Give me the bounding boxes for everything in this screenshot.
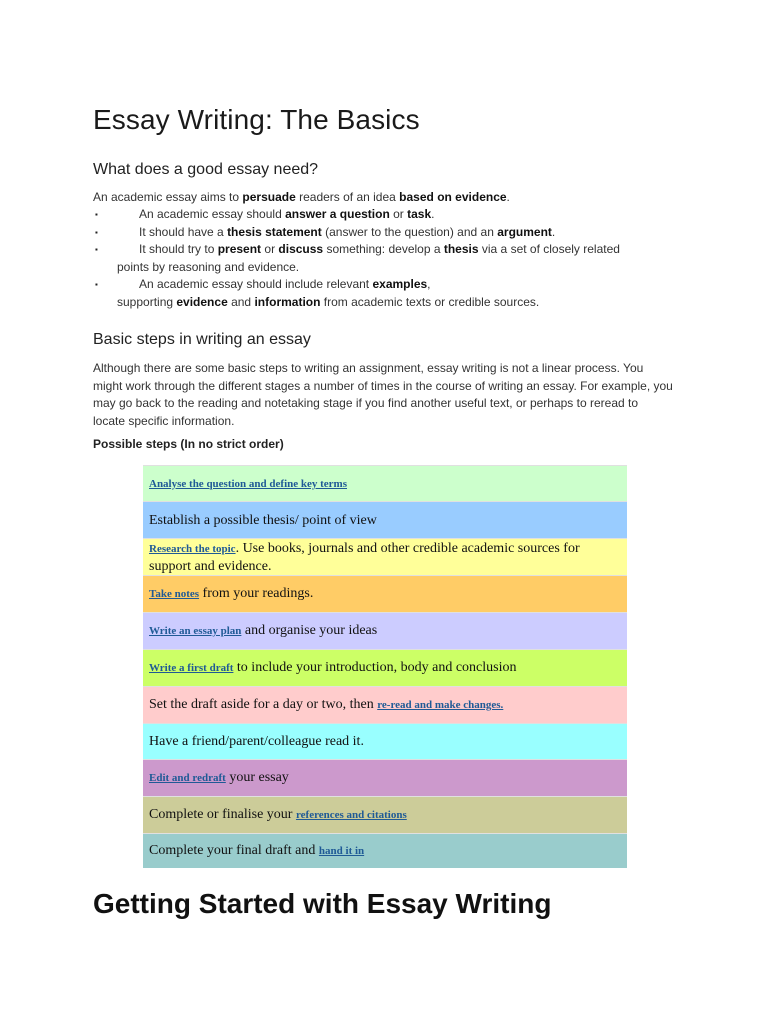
list-item-text: (answer to the question) and an xyxy=(321,224,498,239)
list-item-text: . xyxy=(431,207,435,221)
step-text: your essay xyxy=(225,770,289,785)
step-row xyxy=(143,465,627,501)
step-link[interactable]: references and citations xyxy=(295,809,407,821)
bullet-marker-icon: ▪ xyxy=(95,227,98,237)
list-item-text: from academic texts or credible sources. xyxy=(320,294,540,309)
list-item-bold-text: present xyxy=(217,242,262,256)
step-content xyxy=(149,475,347,493)
list-item-text: An academic essay should xyxy=(139,207,286,221)
list-item-bold-text: task xyxy=(407,207,432,221)
list-item xyxy=(93,206,673,224)
step-link[interactable]: Edit and redraft xyxy=(149,772,226,784)
list-item xyxy=(93,241,673,276)
section-heading-basic-steps: Basic steps in writing an essay xyxy=(93,331,311,348)
list-item-bold-text: evidence xyxy=(176,294,228,309)
step-link[interactable]: Analyse the question and define key terms xyxy=(149,477,348,490)
step-text: from your readings. xyxy=(199,586,314,601)
step-row xyxy=(143,612,627,649)
list-item-bold-text: thesis xyxy=(443,242,479,256)
intro-text: . xyxy=(506,190,510,204)
steps-paragraph: Although there are some basic steps to writing an assignment, essay writing is not a linear process. You might work through the different stages a number of times in the course of writing an essay. For example, you may go back to the reading and notetaking stage if you find another useful text, or perhaps to reread to locate specific information. xyxy=(93,361,673,428)
step-link[interactable]: Take notes xyxy=(149,588,200,600)
step-content xyxy=(149,769,289,787)
list-item-text: supporting xyxy=(117,294,177,309)
step-text: Set the draft aside for a day or two, then xyxy=(149,697,378,712)
list-item xyxy=(93,276,673,311)
intro-paragraph xyxy=(93,189,673,207)
step-row xyxy=(143,649,627,686)
bullet-marker-icon: ▪ xyxy=(95,210,98,219)
list-item-text: It should try to xyxy=(139,242,218,256)
page-title: Essay Writing: The Basics xyxy=(93,104,420,135)
step-content xyxy=(149,806,407,824)
step-row xyxy=(143,575,627,612)
list-item-text: It should have a xyxy=(139,224,228,239)
possible-steps-subheading: Possible steps (In no strict order) xyxy=(93,437,284,451)
step-text: Complete your final draft and xyxy=(149,843,319,858)
list-item-continuation xyxy=(117,259,673,277)
list-item-text: something: develop a xyxy=(323,242,444,256)
step-content xyxy=(149,622,377,640)
step-text: and organise your ideas xyxy=(241,623,378,638)
step-row xyxy=(143,833,627,868)
step-content xyxy=(149,585,313,603)
step-row xyxy=(143,723,627,759)
list-item-text: An academic essay should include relevant xyxy=(139,277,373,291)
list-item-text: . xyxy=(551,224,556,239)
step-content xyxy=(149,512,377,529)
step-content xyxy=(149,842,364,860)
step-row xyxy=(143,759,627,796)
intro-text: An academic essay aims to xyxy=(93,190,243,204)
section-heading-getting-started: Getting Started with Essay Writing xyxy=(93,888,552,919)
step-link[interactable]: hand it in xyxy=(318,845,365,857)
step-row xyxy=(143,538,627,575)
step-content xyxy=(149,538,621,577)
list-item-text: points by reasoning and evidence. xyxy=(117,259,300,274)
bullet-marker-icon: ▪ xyxy=(95,280,98,289)
step-link[interactable]: Research the topic xyxy=(149,542,236,555)
step-content xyxy=(149,733,364,750)
intro-bold-text: persuade xyxy=(242,190,296,204)
step-link[interactable]: re-read and make changes. xyxy=(377,699,504,711)
list-item-text: and xyxy=(227,294,255,309)
list-item-continuation xyxy=(117,294,673,312)
section-heading-good-essay: What does a good essay need? xyxy=(93,161,319,178)
step-link[interactable]: Write a first draft xyxy=(149,662,234,674)
list-item-text: or xyxy=(261,242,279,256)
bullet-marker-icon: ▪ xyxy=(95,245,98,254)
list-item-text: via a set of closely related xyxy=(478,242,620,256)
list-item-bold-text: information xyxy=(254,294,321,309)
step-text: to include your introduction, body and conclusion xyxy=(233,660,517,675)
step-link[interactable]: Write an essay plan xyxy=(149,625,242,637)
step-text: . Use books, journals and other credible academic sources for support and evidence. xyxy=(149,540,580,574)
list-item-bold-text: examples xyxy=(372,277,428,291)
step-text: Establish a possible thesis/ point of view xyxy=(149,512,377,528)
step-row xyxy=(143,686,627,723)
list-item-bold-text: thesis statement xyxy=(227,224,322,239)
list-item-bold-text: discuss xyxy=(278,242,324,256)
step-text: Complete or finalise your xyxy=(149,807,296,822)
list-item-bold-text: answer a question xyxy=(285,207,390,221)
list-item xyxy=(93,224,673,242)
list-item-text: or xyxy=(389,207,408,221)
step-row xyxy=(143,501,627,538)
step-content xyxy=(149,659,516,677)
list-item-text: , xyxy=(427,277,431,291)
intro-text: readers of an idea xyxy=(295,190,400,204)
step-row xyxy=(143,796,627,833)
list-item-bold-text: argument xyxy=(497,224,552,239)
step-content xyxy=(149,696,503,714)
requirements-list xyxy=(93,206,673,311)
steps-table xyxy=(143,465,627,868)
step-text: Have a friend/parent/colleague read it. xyxy=(149,734,364,749)
intro-bold-text: based on evidence xyxy=(399,190,507,204)
